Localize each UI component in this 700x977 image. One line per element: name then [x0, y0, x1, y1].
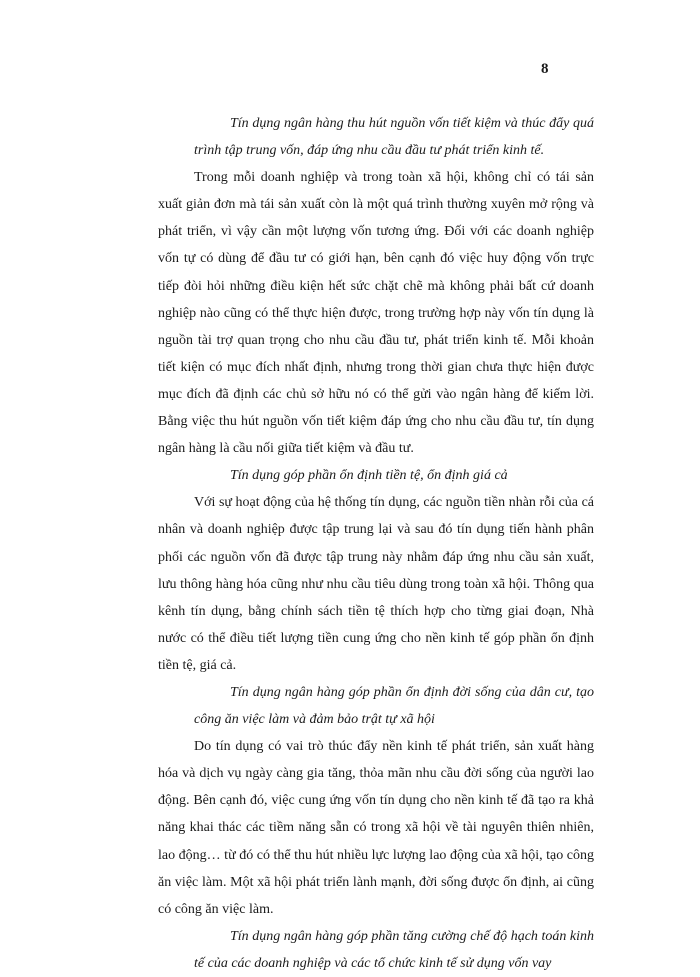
section-body-1: Trong mỗi doanh nghiệp và trong toàn xã hội, không chỉ có tái sản xuất giản đơn mà tái sản xuất còn là một quá trình thường xuyên mở rộng và phát triển, vì vậy cần một lượng vốn tương ứng. Đối với các doanh nghiệp vốn tự có dùng để đầu tư có giới hạn, bên cạnh đó việc huy động vốn trực tiếp đòi hỏi những điều kiện hết sức chặt chẽ mà không phải bất cứ doanh nghiệp nào cũng có thể thực hiện được, trong trường hợp này vốn tín dụng là nguồn tài trợ quan trọng cho nhu cầu đầu tư, phát triển kinh tế. Mỗi khoản tiết kiện có mục đích nhất định, nhưng trong thời gian chưa thực hiện được mục đích đã định các chủ sở hữu nó có thể gửi vào ngân hàng để kiếm lời. Bằng việc thu hút nguồn vốn tiết kiệm đáp ứng cho nhu cầu đầu tư, tín dụng ngân hàng là cầu nối giữa tiết kiệm và đầu tư. [158, 170, 594, 457]
section-heading-2: Tín dụng góp phần ổn định tiền tệ, ổn định giá cả [230, 468, 508, 484]
section-heading-4: Tín dụng ngân hàng góp phần tăng cường chế độ hạch toán kinh tế của các doanh nghiệp và các tổ chức kinh tế sử dụng vốn vay [194, 928, 594, 971]
document-body [158, 110, 594, 977]
section-body-3: Do tín dụng có vai trò thúc đẩy nền kinh tế phát triển, sản xuất hàng hóa và dịch vụ ngày càng gia tăng, thỏa mãn nhu cầu đời sống của người lao động. Bên cạnh đó, việc cung ứng vốn tín dụng cho nền kinh tế đã tạo ra khả năng khai thác các tiềm năng sẵn có trong xã hội về tài nguyên thiên nhiên, lao động… từ đó có thể thu hút nhiều lực lượng lao động của xã hội, tạo công ăn việc làm. Một xã hội phát triển lành mạnh, đời sống được ổn định, ai cũng có công ăn việc làm. [158, 739, 594, 917]
page-number: 8 [541, 61, 549, 77]
section-heading-1: Tín dụng ngân hàng thu hút nguồn vốn tiết kiệm và thúc đẩy quá trình tập trung vốn, đáp ứng nhu cầu đầu tư phát triển kinh tế. [194, 116, 594, 159]
section-body-2: Với sự hoạt động của hệ thống tín dụng, các nguồn tiền nhàn rỗi của cá nhân và doanh nghiệp được tập trung lại và sau đó tín dụng tiến hành phân phối các nguồn vốn đã được tập trung này nhằm đáp ứng nhu cầu sản xuất, lưu thông hàng hóa cũng như nhu cầu tiêu dùng trong toàn xã hội. Thông qua kênh tín dụng, bằng chính sách tiền tệ thích hợp cho từng giai đoạn, Nhà nước có thể điều tiết lượng tiền cung ứng cho nền kinh tế góp phần ổn định tiền tệ, giá cả. [158, 495, 594, 673]
section-heading-3: Tín dụng ngân hàng góp phần ổn định đời sống của dân cư, tạo công ăn việc làm và đảm bảo trật tự xã hội [194, 684, 594, 728]
